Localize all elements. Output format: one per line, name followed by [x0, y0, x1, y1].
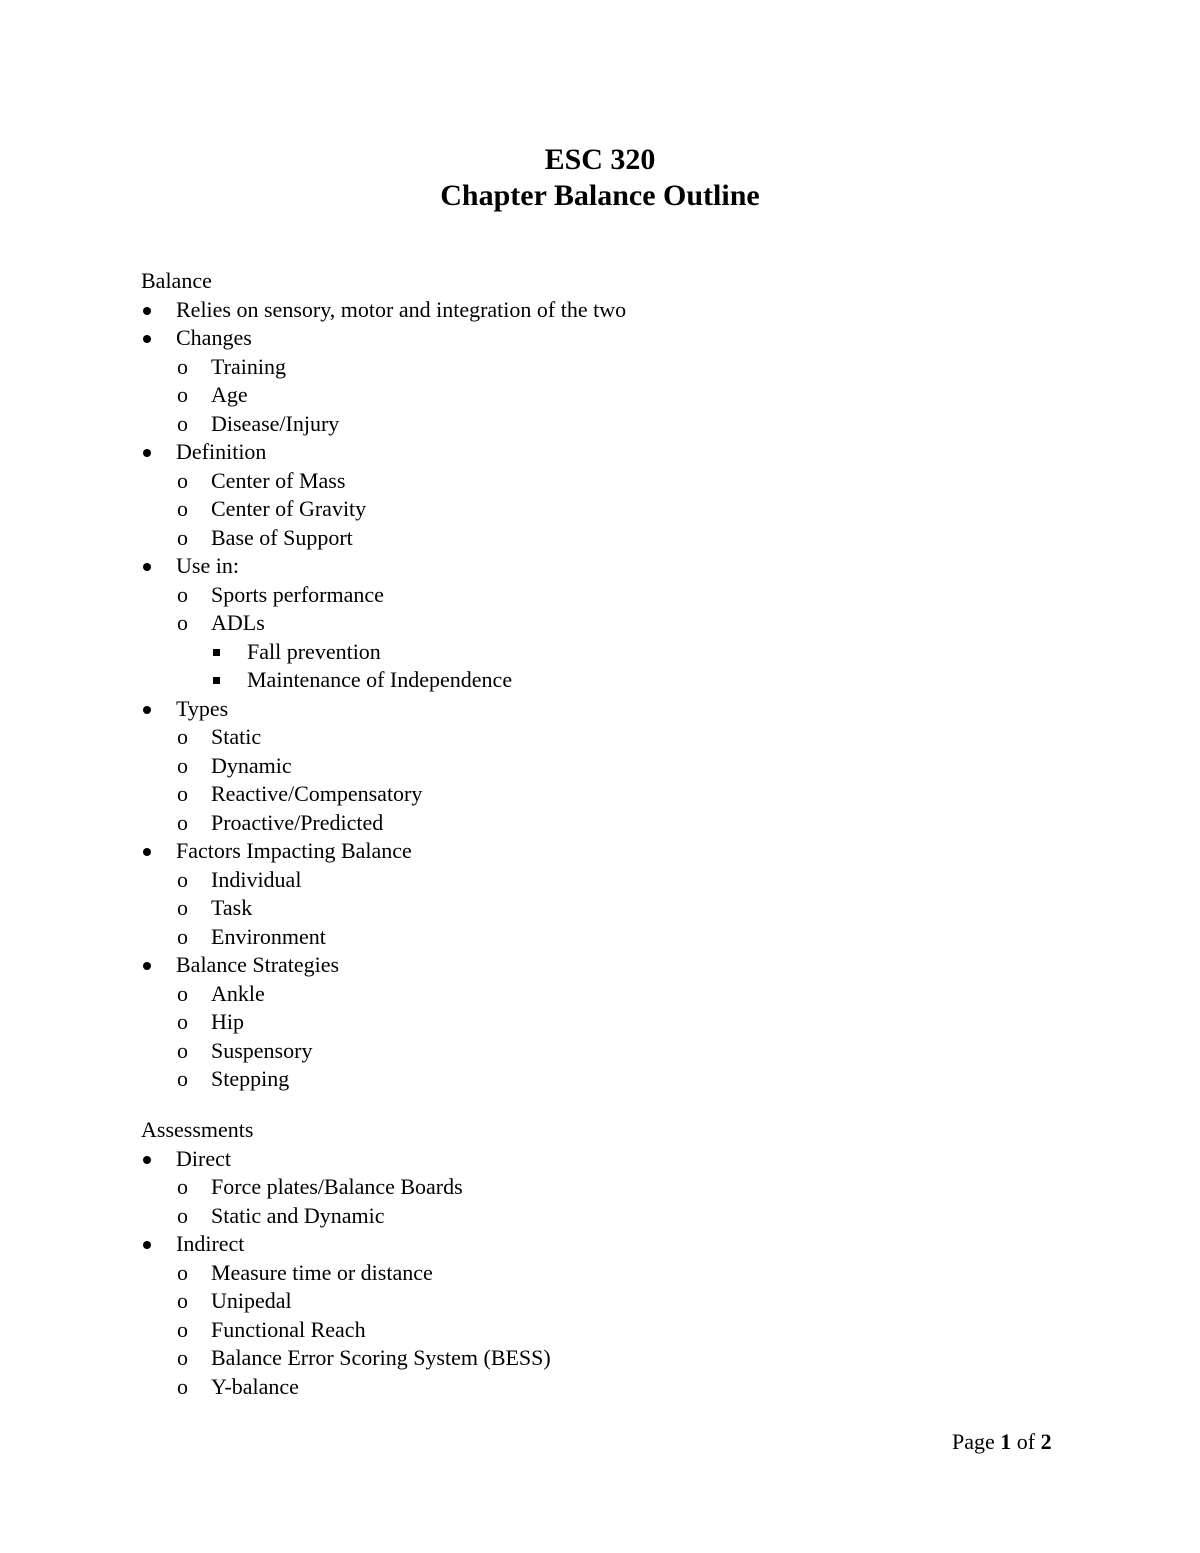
bullet-text: Base of Support — [211, 524, 353, 550]
hollow-o-bullet-icon: o — [177, 866, 188, 892]
bullet-text: Task — [211, 895, 253, 920]
bullet-text: Measure time or distance — [211, 1259, 433, 1285]
bullet-text: Relies on sensory, motor and integration of the two — [176, 296, 627, 322]
bullet-text: Functional Reach — [211, 1316, 366, 1342]
bullet-item — [141, 951, 1121, 980]
sub-bullet-item — [141, 381, 1121, 410]
hollow-o-bullet-icon: o — [177, 581, 188, 607]
hollow-o-bullet-icon: o — [177, 1259, 188, 1285]
hollow-o-bullet-icon: o — [177, 353, 188, 379]
bullet-text: Use in: — [176, 553, 239, 578]
sub-bullet-item — [141, 923, 1121, 952]
bullet-text: Unipedal — [211, 1288, 292, 1313]
section-heading: Assessments — [141, 1117, 254, 1142]
sub-bullet-item — [141, 1373, 1121, 1402]
square-bullet-icon — [213, 677, 220, 684]
bullet-text: Factors Impacting Balance — [176, 838, 412, 863]
bullet-text: Environment — [211, 923, 326, 949]
bullet-text: Dynamic — [211, 752, 292, 778]
sub-bullet-item — [141, 780, 1121, 809]
bullet-text: Suspensory — [211, 1037, 313, 1063]
bullet-text: Training — [211, 353, 286, 379]
of-word: of — [1016, 1429, 1036, 1454]
sub-bullet-item — [141, 894, 1121, 923]
round-bullet-icon — [143, 706, 151, 714]
sub-bullet-item — [141, 752, 1121, 781]
hollow-o-bullet-icon: o — [177, 895, 188, 920]
round-bullet-icon — [143, 563, 151, 571]
sub-bullet-item — [141, 1316, 1121, 1345]
bullet-text: Ankle — [211, 980, 265, 1006]
outline-list — [141, 1145, 1121, 1402]
sub-bullet-item — [141, 723, 1121, 752]
outline-list — [141, 296, 1121, 1094]
sub-bullet-item — [141, 1287, 1121, 1316]
sub-sub-bullet-item — [141, 638, 1121, 667]
bullet-item — [141, 296, 1121, 325]
bullet-text: Fall prevention — [247, 638, 381, 664]
bullet-item — [141, 1230, 1121, 1259]
document-title-chapter: Chapter Balance Outline — [440, 179, 760, 212]
sub-bullet-item — [141, 1065, 1121, 1094]
bullet-text: Individual — [211, 866, 302, 892]
bullet-item — [141, 837, 1121, 866]
bullet-item — [141, 695, 1121, 724]
bullet-text: Direct — [176, 1145, 231, 1171]
bullet-text: Y-balance — [211, 1373, 299, 1399]
round-bullet-icon — [143, 848, 151, 856]
hollow-o-bullet-icon: o — [177, 524, 188, 550]
hollow-o-bullet-icon: o — [177, 1009, 188, 1034]
bullet-text: Maintenance of Independence — [247, 667, 513, 692]
bullet-text: Static and Dynamic — [211, 1202, 385, 1228]
hollow-o-bullet-icon: o — [177, 781, 188, 806]
sub-bullet-item — [141, 1008, 1121, 1037]
hollow-o-bullet-icon: o — [177, 1316, 188, 1342]
hollow-o-bullet-icon: o — [177, 752, 188, 778]
bullet-text: Force plates/Balance Boards — [211, 1174, 463, 1199]
current-page-number: 1 — [1000, 1429, 1012, 1454]
bullet-text: Disease/Injury — [211, 410, 340, 436]
hollow-o-bullet-icon: o — [177, 1066, 188, 1091]
sub-bullet-item — [141, 1037, 1121, 1066]
round-bullet-icon — [143, 1156, 151, 1164]
bullet-text: Center of Gravity — [211, 496, 367, 521]
section-assessments — [141, 1116, 1121, 1401]
hollow-o-bullet-icon: o — [177, 1202, 188, 1228]
hollow-o-bullet-icon: o — [177, 809, 188, 835]
round-bullet-icon — [143, 962, 151, 970]
bullet-item — [141, 552, 1121, 581]
bullet-text: Sports performance — [211, 581, 384, 607]
sub-bullet-item — [141, 1173, 1121, 1202]
sub-bullet-item — [141, 495, 1121, 524]
hollow-o-bullet-icon: o — [177, 610, 188, 635]
round-bullet-icon — [143, 1241, 151, 1249]
bullet-item — [141, 324, 1121, 353]
bullet-text: Proactive/Predicted — [211, 809, 384, 835]
hollow-o-bullet-icon: o — [177, 382, 188, 407]
bullet-text: ADLs — [211, 610, 265, 635]
hollow-o-bullet-icon: o — [177, 1037, 188, 1063]
hollow-o-bullet-icon: o — [177, 1288, 188, 1313]
hollow-o-bullet-icon: o — [177, 724, 188, 749]
sub-bullet-item — [141, 809, 1121, 838]
bullet-text: Indirect — [176, 1231, 245, 1256]
sub-bullet-item — [141, 866, 1121, 895]
bullet-text: Reactive/Compensatory — [211, 781, 423, 806]
bullet-text: Types — [176, 695, 229, 721]
bullet-item — [141, 1145, 1121, 1174]
round-bullet-icon — [143, 335, 151, 343]
hollow-o-bullet-icon: o — [177, 1345, 188, 1370]
section-heading: Balance — [141, 268, 212, 293]
total-pages-number: 2 — [1040, 1429, 1052, 1454]
page-word: Page — [952, 1429, 995, 1454]
sub-bullet-item — [141, 467, 1121, 496]
bullet-text: Static — [211, 724, 262, 749]
page-number-footer — [952, 1428, 1052, 1456]
section-balance — [141, 267, 1121, 1094]
sub-bullet-item — [141, 1202, 1121, 1231]
bullet-text: Hip — [211, 1009, 244, 1034]
sub-bullet-item — [141, 980, 1121, 1009]
sub-sub-bullet-item — [141, 666, 1121, 695]
hollow-o-bullet-icon: o — [177, 923, 188, 949]
sub-bullet-item — [141, 581, 1121, 610]
sub-bullet-item — [141, 410, 1121, 439]
bullet-text: Definition — [176, 439, 267, 464]
bullet-text: Balance Strategies — [176, 952, 340, 977]
hollow-o-bullet-icon: o — [177, 980, 188, 1006]
bullet-text: Changes — [176, 325, 252, 350]
sub-bullet-item — [141, 1344, 1121, 1373]
hollow-o-bullet-icon: o — [177, 496, 188, 521]
sub-bullet-item — [141, 1259, 1121, 1288]
bullet-text: Age — [211, 382, 248, 407]
hollow-o-bullet-icon: o — [177, 410, 188, 436]
round-bullet-icon — [143, 307, 151, 315]
round-bullet-icon — [143, 449, 151, 457]
hollow-o-bullet-icon: o — [177, 1373, 188, 1399]
bullet-text: Balance Error Scoring System (BESS) — [211, 1345, 551, 1370]
bullet-text: Stepping — [211, 1066, 290, 1091]
bullet-text: Center of Mass — [211, 467, 346, 493]
document-title-course: ESC 320 — [544, 143, 656, 176]
sub-bullet-item — [141, 524, 1121, 553]
hollow-o-bullet-icon: o — [177, 467, 188, 493]
sub-bullet-item — [141, 609, 1121, 638]
square-bullet-icon — [213, 649, 220, 656]
bullet-item — [141, 438, 1121, 467]
sub-bullet-item — [141, 353, 1121, 382]
hollow-o-bullet-icon: o — [177, 1174, 188, 1199]
